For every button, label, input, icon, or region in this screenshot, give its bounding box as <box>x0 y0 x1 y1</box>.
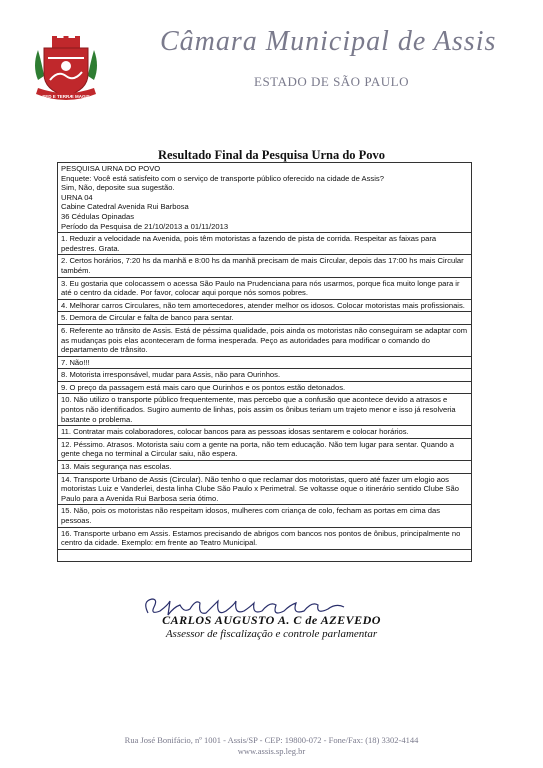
response-row: 9. O preço da passagem está mais caro que Ourinhos e os pontos estão detonados. <box>58 382 471 395</box>
survey-info-line: Enquete: Você está satisfeito com o serviço de transporte público oferecido na cidade de Assis? <box>61 173 384 183</box>
response-row: 15. Não, pois os motoristas não respeitam idosos, mulheres com criança de colo, fecham as portas em cima das pessoas. <box>58 505 471 527</box>
survey-info-line: PESQUISA URNA DO POVO <box>61 164 161 173</box>
survey-info-line: Cabine Catedral Avenida Rui Barbosa <box>61 202 189 212</box>
survey-info-block <box>58 163 471 233</box>
response-row: 10. Não utilizo o transporte público frequentemente, mas percebo que a confusão que acontece devido a atrasos e pontos não identificados. Sugiro aumento de linhas, pois assim os ônibus teriam um trajeto menor e isso já resolveria bastante o problema. <box>58 394 471 426</box>
response-row: 13. Mais segurança nas escolas. <box>58 461 471 474</box>
survey-info-line: Sim, Não, deposite sua sugestão. <box>61 183 175 193</box>
empty-row <box>58 550 471 561</box>
footer-address: Rua José Bonifácio, nº 1001 - Assis/SP - CEP: 19800-072 - Fone/Fax: (18) 3302-4144 <box>124 735 419 745</box>
response-row: 1. Reduzir a velocidade na Avenida, pois têm motoristas a fazendo de pista de corrida. Respeitar as faixas para pedestres. Grata. <box>58 233 471 255</box>
institution-title: Câmara Municipal de Assis <box>160 26 497 57</box>
survey-info-line: URNA 04 <box>61 192 93 202</box>
response-row: 5. Demora de Circular e falta de banco para sentar. <box>58 312 471 325</box>
signatory-role: Assessor de fiscalização e controle parlamentar <box>165 628 378 640</box>
document-title: Resultado Final da Pesquisa Urna do Povo <box>157 148 386 162</box>
footer-website: www.assis.sp.leg.br <box>237 746 306 756</box>
response-row: 7. Não!!! <box>58 357 471 370</box>
response-row: 2. Certos horários, 7:20 hs da manhã e 8:00 hs da manhã precisam de mais Circular, depois das 17:00 hs mais Circular também. <box>58 255 471 277</box>
response-row: 3. Eu gostaria que colocassem o acessa São Paulo na Prudenciana para nós usarmos, porque fica muito longe para ir até o centro da cidade. Por favor, colocar aqui porque nós somos pobres. <box>58 278 471 300</box>
survey-info-line: Período da Pesquisa de 21/10/2013 a 01/11/2013 <box>61 221 229 231</box>
crest-motto: SED E TERRÆ MAGIS <box>42 94 90 99</box>
response-row: 6. Referente ao trânsito de Assis. Está de péssima qualidade, pois ainda os motoristas não conseguiram se adaptar com as mudanças pois elas aconteceram de forma inesperada. Peço as autoridades para modificar o comando do departamento de trânsito. <box>58 325 471 357</box>
state-subtitle: ESTADO DE SÃO PAULO <box>254 74 409 89</box>
signatory-name: CARLOS AUGUSTO A. C de AZEVEDO <box>162 613 381 627</box>
response-row: 14. Transporte Urbano de Assis (Circular). Não tenho o que reclamar dos motoristas, quero até fazer um elogio aos motoristas Luiz e Vanderlei, desta linha Clube São Paulo x Perimetral. Se voltasse oque o itinerário sentido Clube São Paulo para a Avenida Rui Barbosa seria ótimo. <box>58 474 471 506</box>
city-crest-logo <box>30 36 102 108</box>
response-row: 8. Motorista irresponsável, mudar para Assis, não para Ourinhos. <box>58 369 471 382</box>
response-row: 4. Melhorar carros Circulares, não tem amortecedores, atender melhor os idosos. Colocar motoristas mais profissionais. <box>58 300 471 313</box>
response-row: 16. Transporte urbano em Assis. Estamos precisando de abrigos com bancos nos pontos de ônibus, principalmente no centro da cidade. Exemplo: em frente ao Teatro Municipal. <box>58 528 471 550</box>
response-row: 11. Contratar mais colaboradores, colocar bancos para as pessoas idosas sentarem e colocar horários. <box>58 426 471 439</box>
survey-info-line: 36 Cédulas Opinadas <box>61 211 135 221</box>
response-row: 12. Péssimo. Atrasos. Motorista saiu com a gente na porta, não tem educação. Não tem lugar para sentar. Quando a gente chega no terminal a Circular saiu, não espera. <box>58 439 471 461</box>
results-table <box>57 162 472 562</box>
